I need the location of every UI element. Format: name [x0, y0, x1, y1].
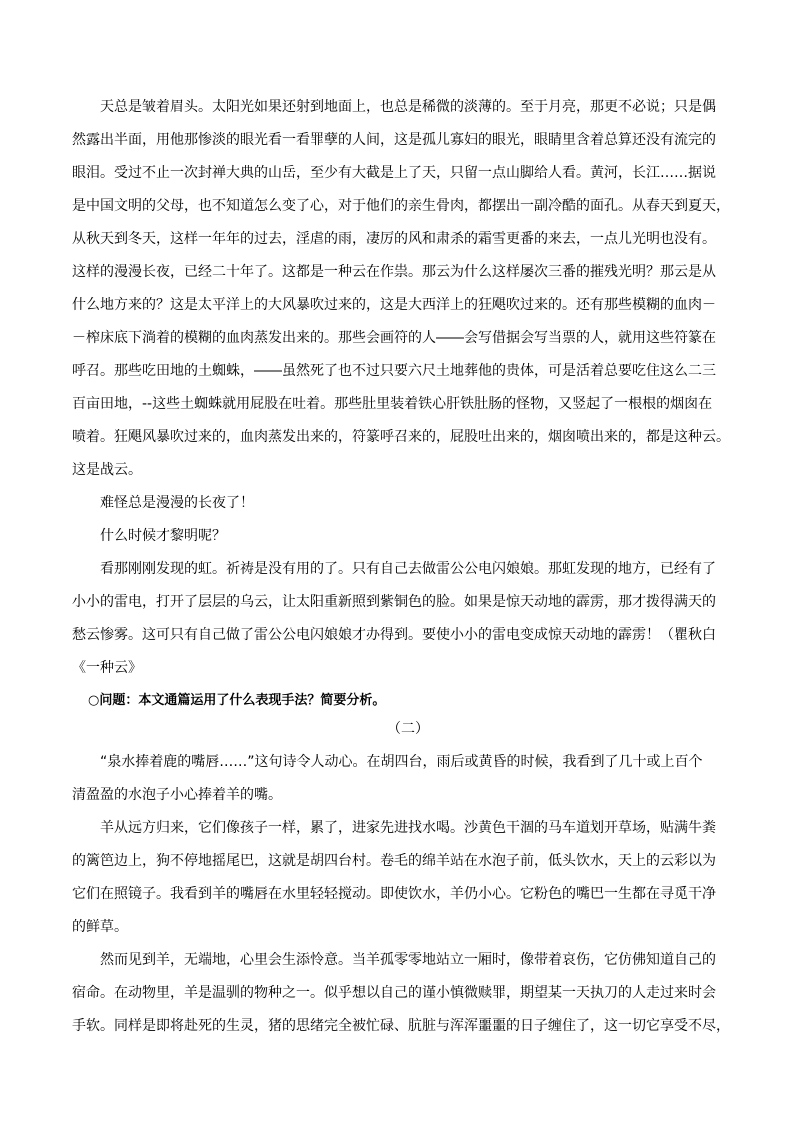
paragraph-line: 呼召。那些吃田地的土蜘蛛，――虽然死了也不过只要六尺土地葬他的贵体，可是活着总要吃住这么二三	[72, 363, 716, 379]
paragraph-line: 这是战云。	[72, 462, 142, 478]
paragraph-line: 从秋天到冬天，这样一年年的过去，淫虐的雨，凄厉的风和肃杀的霜雪更番的来去，一点儿光明也没有。	[72, 231, 716, 247]
paragraph-line: 它们在照镜子。我看到羊的嘴唇在水里轻轻搅动。即使饮水，羊仍小心。它粉色的嘴巴一生都在寻觅干净	[72, 886, 716, 902]
paragraph-line: 小小的雷电，打开了层层的乌云，让太阳重新照到紫铜色的脸。如果是惊天动地的霹雳，那才拨得满天的	[72, 594, 716, 610]
paragraph-line: 然露出半面，用他那惨淡的眼光看一看罪孽的人间，这是孤儿寡妇的眼光，眼睛里含着总算还没有流完的	[72, 132, 716, 148]
paragraph-line: 天总是皱着眉头。太阳光如果还射到地面上，也总是稀微的淡薄的。至于月亮，那更不必说；只是偶	[100, 99, 716, 115]
paragraph-line: 愁云惨雾。这可只有自己做了雷公公电闪娘娘才办得到。要使小小的雷电变成惊天动地的霹雳！（瞿秋白	[72, 627, 716, 643]
paragraph-line: 百亩田地，--这些土蜘蛛就用屁股在吐着。那些肚里装着铁心肝铁肚肠的怪物，又竖起了一根根的烟囱在	[72, 396, 713, 412]
paragraph-line: 难怪总是漫漫的长夜了！	[100, 495, 254, 511]
paragraph-line: 什么时候才黎明呢？	[100, 528, 226, 544]
paragraph-line: 手软。同样是即将赴死的生灵，猪的思绪完全被忙碌、肮脏与浑浑噩噩的日子缠住了，这一切它享受不尽，	[72, 1018, 730, 1034]
paragraph-line: 的鲜草。	[72, 919, 128, 935]
paragraph-line: 眼泪。受过不止一次封禅大典的山岳，至少有大截是上了天，只留一点山脚给人看。黄河，长江……据说	[72, 165, 716, 181]
paragraph-line: 这样的漫漫长夜，已经二十年了。这都是一种云在作祟。那云为什么这样屡次三番的摧残光明？那云是从	[72, 264, 716, 280]
question-text: ○问题：本文通篇运用了什么表现手法？简要分析。	[88, 693, 386, 708]
paragraph-line: 是中国文明的父母，也不知道怎么变了心，对于他们的亲生骨肉，都摆出一副冷酷的面孔。从春天到夏天，	[72, 198, 730, 214]
paragraph-line: 宿命。在动物里，羊是温驯的物种之一。似乎想以自己的谨小慎微赎罪，期望某一天执刀的人走过来时会	[72, 985, 716, 1001]
paragraph-line: 喷着。狂飓风暴吹过来的，血肉蒸发出来的，符篆呼召来的，屁股吐出来的，烟囱喷出来的，都是这种云。	[72, 429, 730, 445]
paragraph-line: “泉水捧着鹿的嘴唇……”这句诗令人动心。在胡四台，雨后或黄昏的时候，我看到了几十或上百个	[100, 754, 703, 770]
paragraph-line: 然而见到羊，无端地，心里会生添怜意。当羊孤零零地站立一厢时，像带着哀伤，它仿佛知道自己的	[100, 952, 716, 968]
paragraph-line: 什么地方来的？这是太平洋上的大风暴吹过来的，这是大西洋上的狂飓吹过来的。还有那些模糊的血肉－	[72, 297, 716, 313]
paragraph-line: 清盈盈的水泡子小心捧着羊的嘴。	[72, 787, 282, 803]
paragraph-line: 看那刚刚发现的虹。祈祷是没有用的了。只有自己去做雷公公电闪娘娘。那虹发现的地方，已经有了	[100, 561, 716, 577]
paragraph-line: 《一种云》	[72, 660, 142, 676]
section-heading: （二）	[387, 721, 429, 737]
paragraph-line: 羊从远方归来，它们像孩子一样，累了，进家先进找水喝。沙黄色干涸的马车道划开草场，贴满牛粪	[100, 820, 716, 836]
paragraph-line: －榨床底下淌着的模糊的血肉蒸发出来的。那些会画符的人――会写借据会写当票的人，就用这些符篆在	[72, 330, 716, 346]
paragraph-line: 的篱笆边上，狗不停地摇尾巴，这就是胡四台村。卷毛的绵羊站在水泡子前，低头饮水，天上的云彩以为	[72, 853, 716, 869]
